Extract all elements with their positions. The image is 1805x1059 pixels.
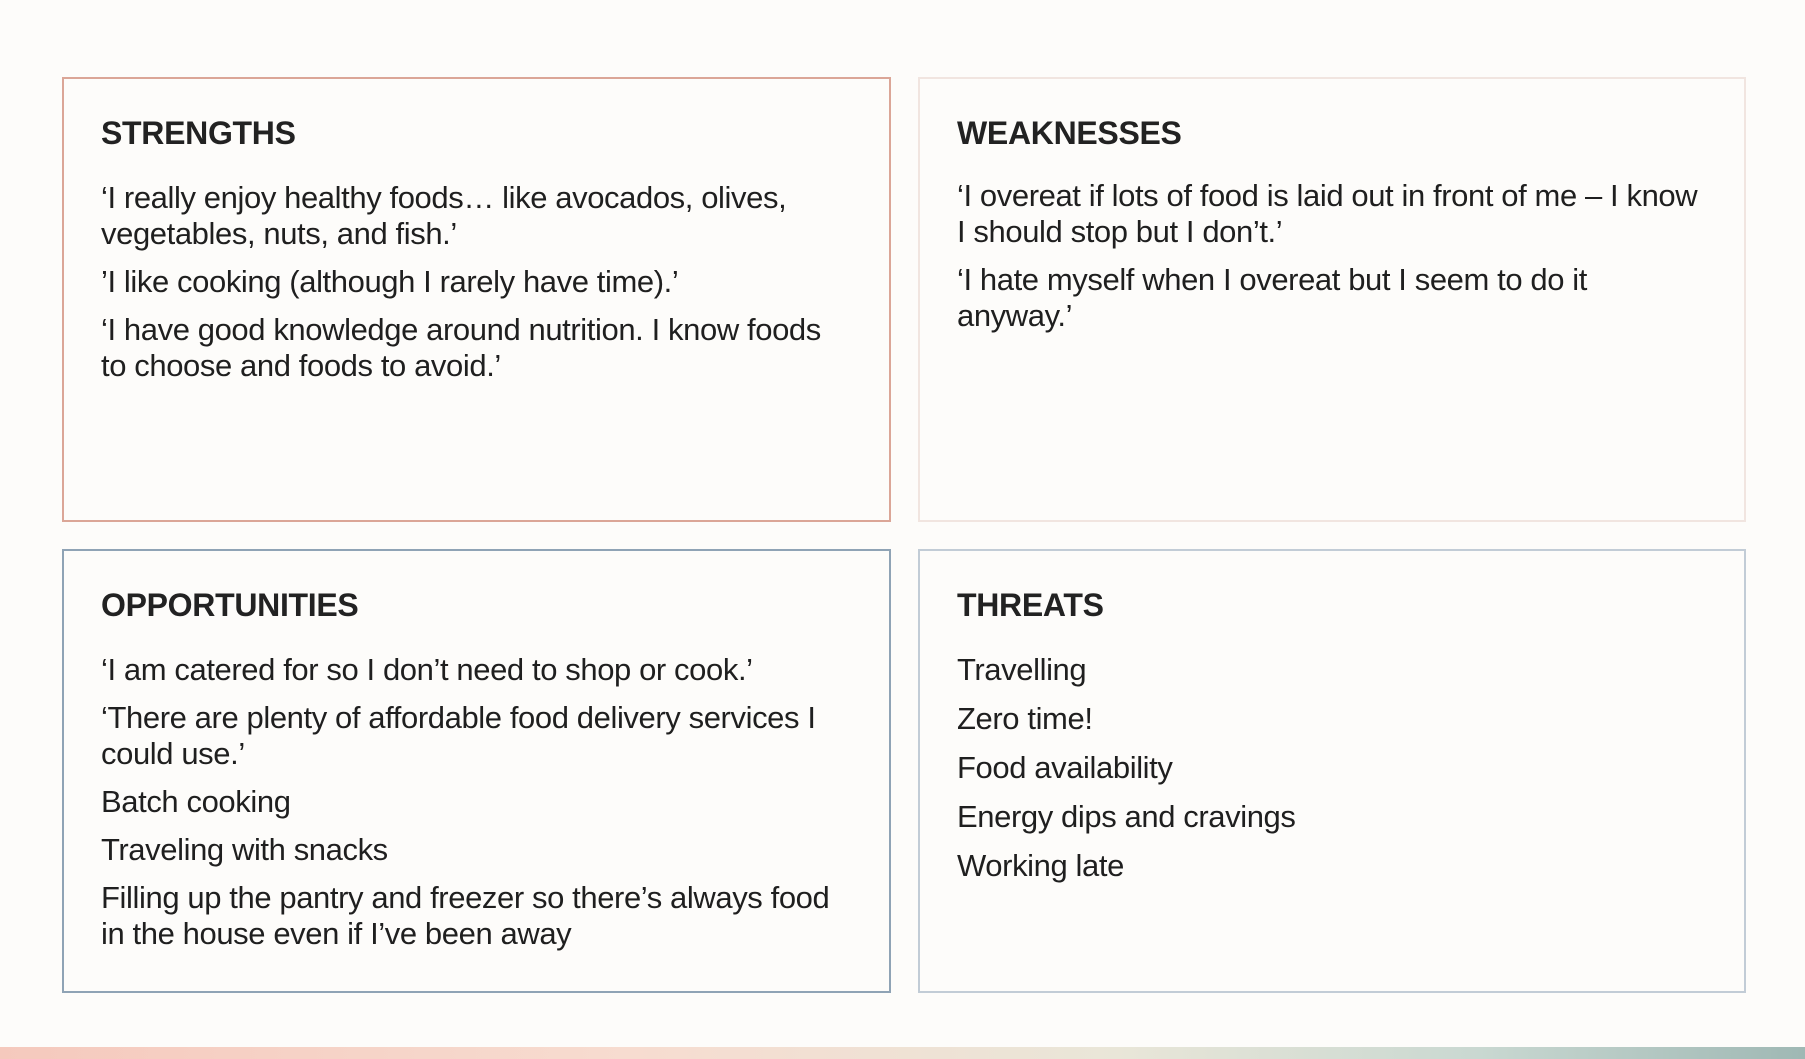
opportunities-box [62, 549, 891, 993]
list-item: Batch cooking [101, 784, 291, 819]
threats-list [957, 652, 1707, 884]
threats-box [918, 549, 1746, 993]
list-item: ‘I hate myself when I overeat but I seem to do it anyway.’ [957, 262, 1588, 333]
weaknesses-box [918, 77, 1746, 522]
weaknesses-list [957, 178, 1707, 334]
list-item: Energy dips and cravings [957, 799, 1296, 834]
list-item: ‘There are plenty of affordable food delivery services I could use.’ [101, 700, 816, 771]
opportunities-title: OPPORTUNITIES [101, 587, 359, 623]
list-item: Working late [957, 848, 1124, 883]
list-item: ’I like cooking (although I rarely have time).’ [101, 264, 679, 299]
threats-title: THREATS [957, 587, 1104, 623]
weaknesses-title: WEAKNESSES [957, 115, 1182, 151]
list-item: Traveling with snacks [101, 832, 388, 867]
list-item: ‘I have good knowledge around nutrition. I know foods to choose and foods to avoid.’ [101, 312, 821, 383]
list-item: Zero time! [957, 701, 1093, 736]
list-item: Filling up the pantry and freezer so there’s always food in the house even if I’ve been away [101, 880, 830, 951]
strengths-title: STRENGTHS [101, 115, 296, 151]
decorative-gradient-bar [0, 1047, 1805, 1059]
list-item: ‘I am catered for so I don’t need to shop or cook.’ [101, 652, 753, 687]
list-item: Food availability [957, 750, 1173, 785]
list-item: Travelling [957, 652, 1087, 687]
opportunities-list [101, 652, 852, 952]
strengths-list [101, 180, 852, 384]
list-item: ‘I really enjoy healthy foods… like avocados, olives, vegetables, nuts, and fish.’ [101, 180, 787, 251]
strengths-box [62, 77, 891, 522]
list-item: ‘I overeat if lots of food is laid out in front of me – I know I should stop but I don’t.’ [957, 178, 1698, 249]
